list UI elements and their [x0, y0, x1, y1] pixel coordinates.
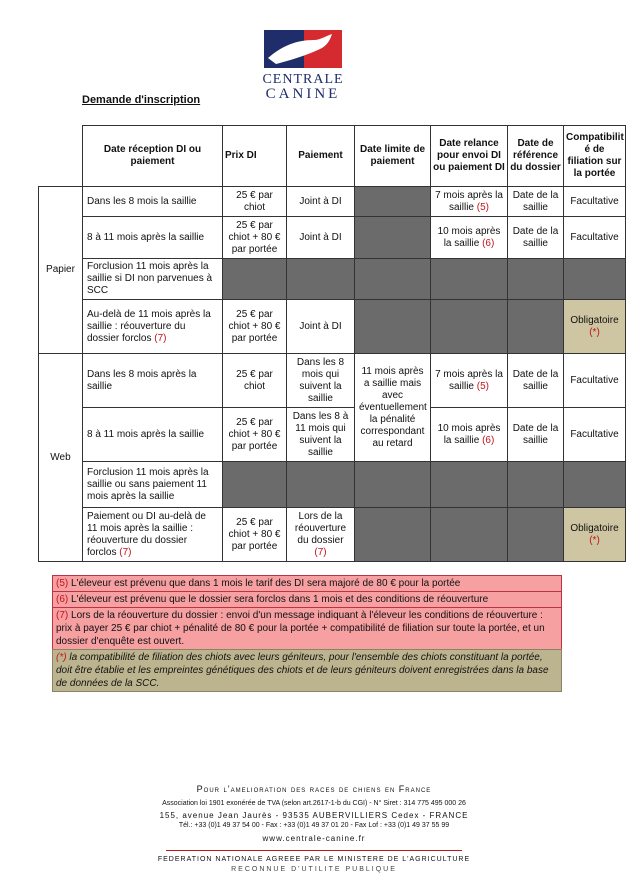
- note-text: L'éleveur est prévenu que dans 1 mois le tarif des DI sera majoré de 80 € pour la portée: [71, 578, 461, 589]
- cell-blocked: [355, 259, 431, 300]
- cell-date: Dans les 8 mois après la saillie: [83, 354, 223, 408]
- cell-blocked: [431, 300, 508, 354]
- relance-text: 10 mois après la saillie: [437, 422, 501, 446]
- group-web: Web: [39, 354, 83, 562]
- relance-text: 10 mois après la saillie: [437, 225, 501, 249]
- footer-association: Association loi 1901 exonérée de TVA (selon art.2617-1-b du CGI) - N° Siret : 314 775 495 000 26: [162, 800, 466, 807]
- table-row: [39, 462, 626, 508]
- date-text: Paiement ou DI au-delà de 11 mois après la saillie : réouverture du dossier forclos: [87, 510, 206, 558]
- cell-date: 8 à 11 mois après la saillie: [83, 408, 223, 462]
- cell-blocked: [355, 462, 431, 508]
- cell-reference: Date de la saillie: [508, 408, 564, 462]
- table-row: [39, 187, 626, 217]
- note-6: [52, 591, 562, 608]
- cell-relance: [431, 354, 508, 408]
- cell-relance: [431, 408, 508, 462]
- footnote-ref: (5): [476, 201, 490, 213]
- date-text: Au-delà de 11 mois après la saillie : réouverture du dossier forclos: [87, 308, 211, 344]
- table-row: [39, 408, 626, 462]
- cell-blocked: [223, 259, 287, 300]
- footnote-ref: (*): [589, 534, 600, 546]
- header-blank: [39, 126, 83, 187]
- note-text: la compatibilité de filiation des chiots avec leurs géniteurs, pour l'ensemble des chiots constituant la portée, doit être établie et les empreintes génétiques des chiots et de leurs géniteurs doivent enregistrées dans la base de données de la SCC.: [56, 652, 549, 689]
- footer-phone: Tél.: +33 (0)1 49 37 54 00 - Fax : +33 (0)1 49 37 01 20 - Fax Lof : +33 (0)1 49 37 55 99: [178, 822, 450, 829]
- table-row: [39, 300, 626, 354]
- cell-paiement: [287, 508, 355, 562]
- note-text: Lors de la réouverture du dossier : envoi d'un message indiquant à l'éleveur les conditions de réouverture : prix à payer 25 € par chiot + pénalité de 80 € pour la portée + compatibilité de filiation sur toute la portée, et un dossier d'enquête est ouvert.: [56, 610, 545, 647]
- cell-date: Forclusion 11 mois après la saillie ou sans paiement 11 mois après la saillie: [83, 462, 223, 508]
- cell-date: Forclusion 11 mois après la saillie si DI non parvenues à SCC: [83, 259, 223, 300]
- cell-paiement: Joint à DI: [287, 187, 355, 217]
- cell-prix: 25 € par chiot + 80 € par portée: [223, 217, 287, 259]
- cell-relance: [431, 187, 508, 217]
- cell-blocked: [508, 508, 564, 562]
- cell-compat: [564, 300, 626, 354]
- header-compatibilite: Compatibilit é de filiation sur la portée: [564, 126, 626, 187]
- footer-federation: FEDERATION NATIONALE AGREEE PAR LE MINISTERE DE L'AGRICULTURE: [157, 856, 471, 863]
- logo-line-1: CENTRALE: [262, 72, 344, 87]
- cell-prix: 25 € par chiot + 80 € par portée: [223, 300, 287, 354]
- cell-compat: [564, 508, 626, 562]
- note-ref: (7): [56, 610, 69, 621]
- cell-blocked: [564, 259, 626, 300]
- header-date-reception: Date réception DI ou paiement: [83, 126, 223, 187]
- group-papier: Papier: [39, 187, 83, 354]
- cell-date: 8 à 11 mois après la saillie: [83, 217, 223, 259]
- note-ref: (*): [56, 652, 67, 663]
- footer-tagline: Pour l'amelioration des races de chiens en France: [196, 784, 432, 794]
- cell-reference: Date de la saillie: [508, 354, 564, 408]
- cell-blocked: [355, 187, 431, 217]
- cell-date: Dans les 8 mois la saillie: [83, 187, 223, 217]
- relance-text: 7 mois après la saillie: [435, 368, 503, 392]
- cell-blocked: [355, 300, 431, 354]
- footer-website[interactable]: www.centrale-canine.fr: [262, 834, 366, 843]
- cell-reference: Date de la saillie: [508, 217, 564, 259]
- header-paiement: Paiement: [287, 126, 355, 187]
- table-header-row: [39, 126, 626, 187]
- cell-blocked: [431, 462, 508, 508]
- footnotes: [52, 576, 562, 692]
- document-title: Demande d'inscription: [82, 94, 201, 106]
- note-star: [52, 649, 562, 692]
- cell-paiement: Dans les 8 mois qui suivent la saillie: [287, 354, 355, 408]
- header-date-relance: Date relance pour envoi DI ou paiement DI: [431, 126, 508, 187]
- note-text: L'éleveur est prévenu que le dossier sera forclos dans 1 mois et des conditions de réouverture: [71, 594, 489, 605]
- registration-table: [38, 125, 626, 562]
- cell-limite: 11 mois après a saillie mais avec éventuellement la pénalité correspondant au retard: [355, 354, 431, 462]
- table-row: [39, 217, 626, 259]
- cell-relance: [431, 217, 508, 259]
- dog-logo-icon: [262, 28, 344, 70]
- relance-text: 7 mois après la saillie: [435, 189, 503, 213]
- cell-compat: Facultative: [564, 187, 626, 217]
- footer-address: 155, avenue Jean Jaurès - 93535 AUBERVILLIERS Cedex - FRANCE: [159, 811, 469, 820]
- note-ref: (5): [56, 578, 69, 589]
- centrale-canine-logo: [258, 28, 348, 103]
- note-ref: (6): [56, 594, 69, 605]
- cell-paiement: Joint à DI: [287, 300, 355, 354]
- footer-recognition: RECONNUE D'UTILITE PUBLIQUE: [231, 866, 397, 873]
- cell-blocked: [223, 462, 287, 508]
- cell-prix: 25 € par chiot: [223, 354, 287, 408]
- cell-prix: 25 € par chiot + 80 € par portée: [223, 508, 287, 562]
- cell-blocked: [564, 462, 626, 508]
- compat-text: Obligatoire: [570, 314, 619, 326]
- footnote-ref: (7): [154, 332, 167, 344]
- header-prix: Prix DI: [223, 126, 287, 187]
- footnote-ref: (7): [314, 546, 327, 558]
- footnote-ref: (6): [482, 237, 495, 249]
- table-row: [39, 508, 626, 562]
- cell-reference: Date de la saillie: [508, 187, 564, 217]
- cell-compat: Facultative: [564, 217, 626, 259]
- cell-paiement: Dans les 8 à 11 mois qui suivent la saillie: [287, 408, 355, 462]
- footnote-ref: (6): [482, 434, 495, 446]
- cell-blocked: [431, 508, 508, 562]
- table-row: [39, 354, 626, 408]
- cell-blocked: [287, 259, 355, 300]
- cell-compat: Facultative: [564, 408, 626, 462]
- note-7: [52, 607, 562, 650]
- footnote-ref: (*): [589, 326, 600, 338]
- cell-prix: 25 € par chiot: [223, 187, 287, 217]
- note-5: [52, 575, 562, 592]
- cell-blocked: [287, 462, 355, 508]
- cell-prix: 25 € par chiot + 80 € par portée: [223, 408, 287, 462]
- cell-blocked: [508, 259, 564, 300]
- cell-blocked: [355, 217, 431, 259]
- header-date-reference: Date de référence du dossier: [508, 126, 564, 187]
- cell-blocked: [355, 508, 431, 562]
- table-row: [39, 259, 626, 300]
- footnote-ref: (7): [119, 546, 132, 558]
- cell-blocked: [431, 259, 508, 300]
- footnote-ref: (5): [476, 380, 490, 392]
- cell-blocked: [508, 462, 564, 508]
- cell-paiement: Joint à DI: [287, 217, 355, 259]
- logo-line-2: CANINE: [265, 86, 341, 102]
- compat-text: Obligatoire: [570, 522, 619, 534]
- paiement-text: Lors de la réouverture du dossier: [294, 510, 347, 546]
- cell-blocked: [508, 300, 564, 354]
- cell-date: [83, 508, 223, 562]
- footer-divider: [166, 850, 462, 851]
- cell-date: [83, 300, 223, 354]
- cell-compat: Facultative: [564, 354, 626, 408]
- header-date-limite: Date limite de paiement: [355, 126, 431, 187]
